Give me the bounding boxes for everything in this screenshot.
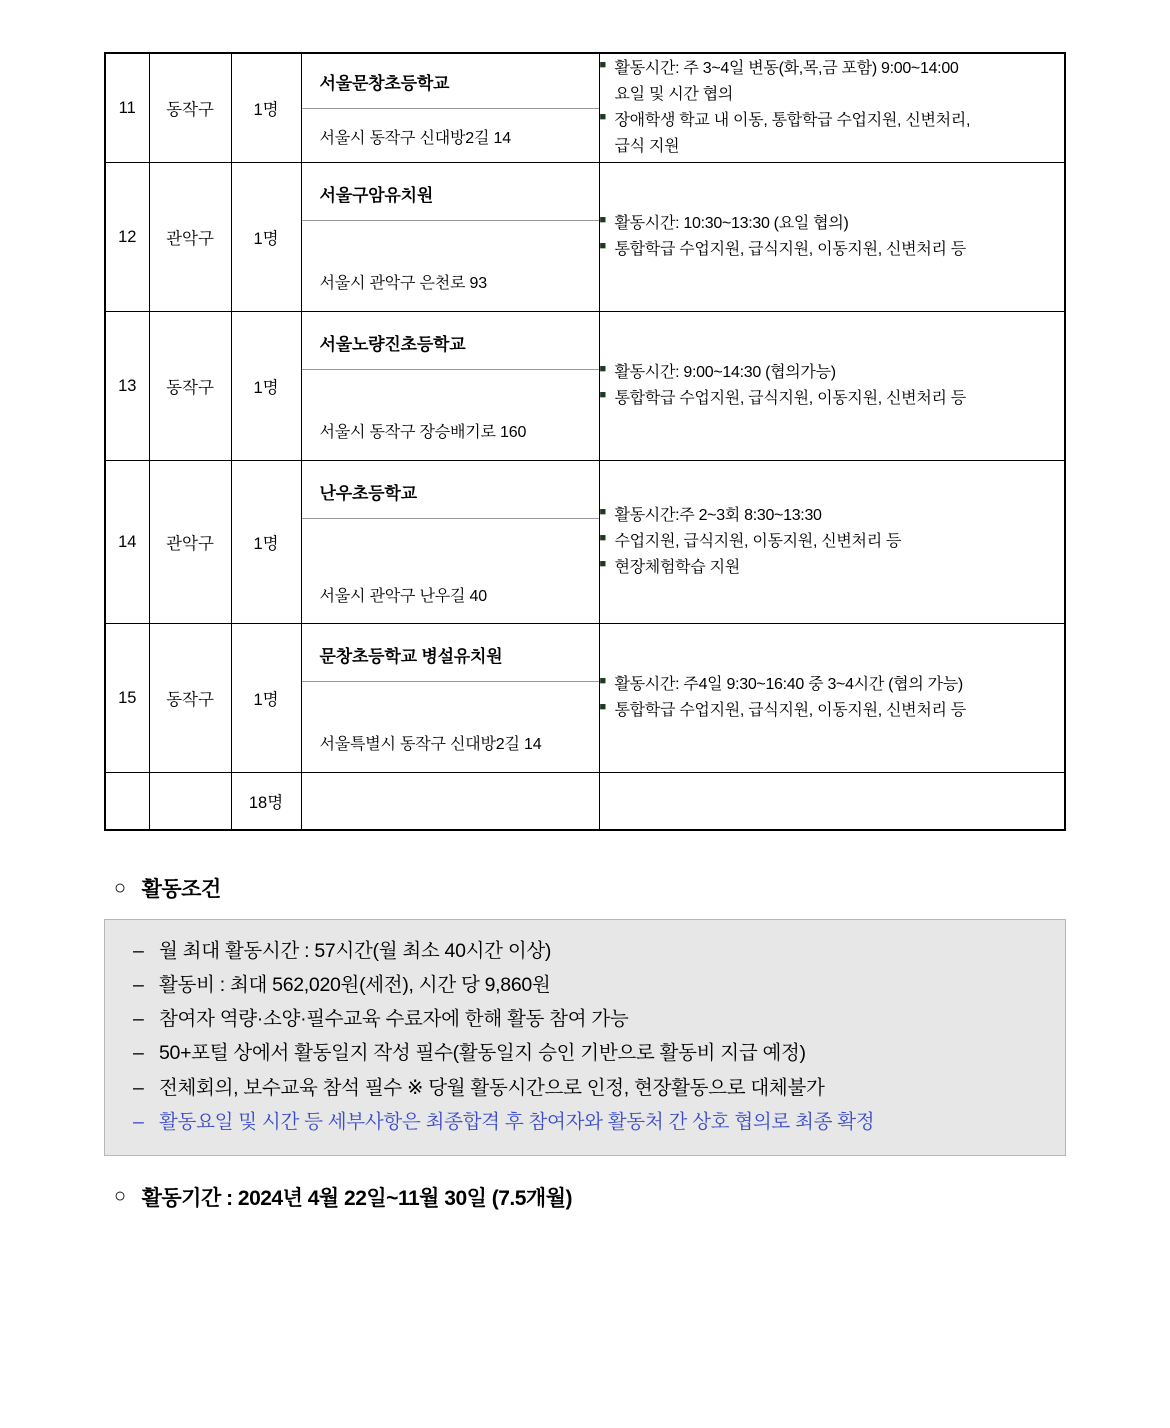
row-district: 관악구 bbox=[149, 163, 231, 312]
row-description bbox=[599, 53, 1065, 163]
condition-text: 전체회의, 보수교육 참석 필수 ※ 당월 활동시간으로 인정, 현장활동으로 대체불가 bbox=[159, 1076, 825, 1099]
description-continuation: 급식 지원 bbox=[614, 137, 680, 155]
place-name: 서울노량진초등학교 bbox=[302, 316, 599, 370]
dash-bullet-icon: – bbox=[133, 1008, 144, 1031]
place-address: 서울시 관악구 은천로 93 bbox=[319, 275, 487, 292]
place-address: 서울시 관악구 난우길 40 bbox=[319, 587, 487, 605]
description-line bbox=[600, 672, 1065, 698]
circle-bullet-icon: ○ bbox=[114, 1185, 126, 1208]
row-district: 동작구 bbox=[149, 53, 231, 163]
description-text: 활동시간: 주 3~4일 변동(화,목,금 포함) 9:00~14:00 bbox=[614, 60, 959, 78]
place-name: 난우초등학교 bbox=[302, 465, 599, 519]
total-description bbox=[599, 773, 1065, 831]
row-number: 12 bbox=[105, 163, 149, 312]
condition-item bbox=[125, 1002, 1045, 1036]
dash-bullet-icon: – bbox=[133, 1076, 144, 1099]
description-line bbox=[600, 386, 1065, 412]
row-place bbox=[301, 53, 599, 163]
condition-text: 50+포털 상에서 활동일지 작성 필수(활동일지 승인 기반으로 활동비 지급 예정) bbox=[159, 1042, 806, 1065]
table-total-row bbox=[105, 773, 1065, 831]
place-address: 서울시 동작구 신대방2길 14 bbox=[319, 129, 511, 147]
place-name: 서울문창초등학교 bbox=[302, 55, 599, 109]
conditions-box bbox=[104, 919, 1066, 1156]
activity-sites-table bbox=[104, 52, 1066, 831]
square-bullet-icon: ■ bbox=[599, 213, 606, 226]
table-row bbox=[105, 53, 1065, 163]
total-place bbox=[301, 773, 599, 831]
square-bullet-icon: ■ bbox=[599, 557, 606, 570]
description-line bbox=[600, 108, 1065, 134]
row-count: 1명 bbox=[231, 461, 301, 624]
square-bullet-icon: ■ bbox=[599, 505, 606, 518]
total-count: 18명 bbox=[231, 773, 301, 831]
total-number bbox=[105, 773, 149, 831]
condition-item bbox=[125, 1036, 1045, 1070]
row-description bbox=[599, 461, 1065, 624]
description-line bbox=[600, 56, 1065, 82]
row-number: 11 bbox=[105, 53, 149, 163]
square-bullet-icon: ■ bbox=[599, 700, 606, 713]
activity-period bbox=[114, 1182, 1066, 1212]
row-place bbox=[301, 312, 599, 461]
row-count: 1명 bbox=[231, 53, 301, 163]
row-place bbox=[301, 624, 599, 773]
description-line bbox=[600, 529, 1065, 555]
row-number: 13 bbox=[105, 312, 149, 461]
row-place bbox=[301, 163, 599, 312]
description-text: 활동시간: 9:00~14:30 (협의가능) bbox=[614, 364, 836, 382]
row-place bbox=[301, 461, 599, 624]
place-address: 서울특별시 동작구 신대방2길 14 bbox=[319, 736, 542, 753]
circle-bullet-icon: ○ bbox=[114, 876, 126, 899]
dash-bullet-icon: – bbox=[133, 974, 144, 997]
description-text: 통합학급 수업지원, 급식지원, 이동지원, 신변처리 등 bbox=[614, 702, 966, 719]
description-text: 통합학급 수업지원, 급식지원, 이동지원, 신변처리 등 bbox=[614, 390, 966, 407]
place-name: 서울구암유치원 bbox=[302, 167, 599, 221]
conditions-heading-label: 활동조건 bbox=[141, 878, 221, 901]
condition-text: 활동요일 및 시간 등 세부사항은 최종합격 후 참여자와 활동처 간 상호 협의로 최종 확정 bbox=[159, 1110, 875, 1133]
condition-item bbox=[125, 934, 1045, 968]
table-row bbox=[105, 312, 1065, 461]
dash-bullet-icon: – bbox=[133, 1042, 144, 1065]
square-bullet-icon: ■ bbox=[599, 239, 606, 252]
dash-bullet-icon: – bbox=[133, 1110, 144, 1133]
row-count: 1명 bbox=[231, 312, 301, 461]
table-body bbox=[105, 53, 1065, 830]
row-district: 동작구 bbox=[149, 624, 231, 773]
description-line bbox=[600, 503, 1065, 529]
description-line bbox=[600, 360, 1065, 386]
condition-text: 월 최대 활동시간 : 57시간(월 최소 40시간 이상) bbox=[159, 940, 552, 962]
description-text: 장애학생 학교 내 이동, 통합학급 수업지원, 신변처리, bbox=[614, 112, 971, 129]
description-line bbox=[600, 211, 1065, 237]
place-address: 서울시 동작구 장승배기로 160 bbox=[319, 424, 527, 441]
square-bullet-icon: ■ bbox=[599, 58, 606, 71]
description-text: 통합학급 수업지원, 급식지원, 이동지원, 신변처리 등 bbox=[614, 241, 966, 258]
description-line bbox=[600, 698, 1065, 724]
description-text: 활동시간: 10:30~13:30 (요일 협의) bbox=[614, 215, 849, 233]
square-bullet-icon: ■ bbox=[599, 110, 606, 123]
row-description bbox=[599, 163, 1065, 312]
activity-period-text: 활동기간 : 2024년 4월 22일~11월 30일 (7.5개월) bbox=[141, 1186, 572, 1210]
row-count: 1명 bbox=[231, 163, 301, 312]
square-bullet-icon: ■ bbox=[599, 388, 606, 401]
row-number: 14 bbox=[105, 461, 149, 624]
condition-item-highlighted bbox=[125, 1105, 1045, 1139]
condition-text: 활동비 : 최대 562,020원(세전), 시간 당 9,860원 bbox=[159, 974, 551, 997]
total-district bbox=[149, 773, 231, 831]
description-continuation: 요일 및 시간 협의 bbox=[614, 86, 734, 104]
description-line bbox=[600, 555, 1065, 581]
row-description bbox=[599, 624, 1065, 773]
description-text: 수업지원, 급식지원, 이동지원, 신변처리 등 bbox=[614, 533, 902, 551]
row-district: 동작구 bbox=[149, 312, 231, 461]
description-line bbox=[600, 237, 1065, 263]
dash-bullet-icon: – bbox=[133, 940, 144, 962]
description-text: 현장체험학습 지원 bbox=[614, 558, 740, 576]
square-bullet-icon: ■ bbox=[599, 531, 606, 544]
condition-item bbox=[125, 1071, 1045, 1105]
table-row bbox=[105, 163, 1065, 312]
condition-text: 참여자 역량·소양·필수교육 수료자에 한해 활동 참여 가능 bbox=[159, 1008, 629, 1031]
row-district: 관악구 bbox=[149, 461, 231, 624]
table-row bbox=[105, 461, 1065, 624]
condition-item bbox=[125, 968, 1045, 1002]
description-text: 활동시간: 주4일 9:30~16:40 중 3~4시간 (협의 가능) bbox=[614, 676, 963, 694]
conditions-heading bbox=[114, 873, 1066, 903]
square-bullet-icon: ■ bbox=[599, 674, 606, 687]
description-text: 활동시간:주 2~3회 8:30~13:30 bbox=[614, 507, 822, 525]
row-number: 15 bbox=[105, 624, 149, 773]
row-description bbox=[599, 312, 1065, 461]
square-bullet-icon: ■ bbox=[599, 362, 606, 375]
row-count: 1명 bbox=[231, 624, 301, 773]
table-row bbox=[105, 624, 1065, 773]
place-name: 문창초등학교 병설유치원 bbox=[302, 628, 599, 682]
